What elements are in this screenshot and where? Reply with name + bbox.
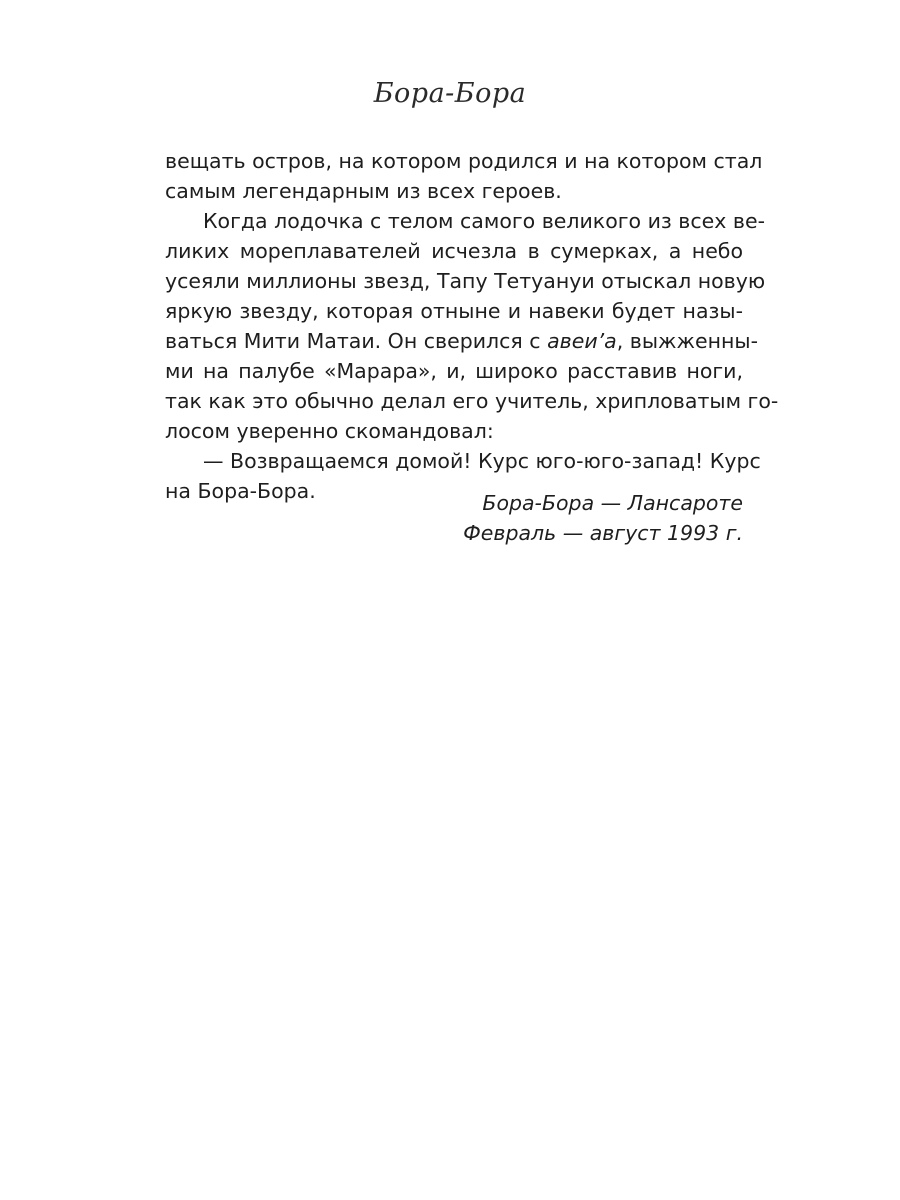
signature-places: Бора-Бора — Лансароте (482, 491, 743, 515)
signature-dates: Февраль — август 1993 г. (463, 521, 743, 545)
text-line-mixed (165, 326, 758, 356)
text-segment: , выжженны- (616, 329, 758, 353)
text-line: — Возвращаемся домой! Курс юго-юго-запад! Курс (203, 449, 761, 473)
running-head: Бора-Бора (373, 78, 527, 109)
text-line: ми на палубе «Марара», и, широко расставив ноги, (165, 359, 743, 383)
text-line: яркую звезду, которая отныне и навеки будет назы- (165, 299, 743, 323)
italic-term: авеи’а (547, 329, 617, 353)
text-line: ликих мореплавателей исчезла в сумерках, а небо (165, 239, 743, 263)
body-text (165, 146, 779, 506)
text-line: самым легендарным из всех героев. (165, 179, 562, 203)
text-line: так как это обычно делал его учитель, хрипловатым го- (165, 389, 779, 413)
text-line: лосом уверенно скомандовал: (165, 419, 494, 443)
text-line: вещать остров, на котором родился и на котором стал (165, 149, 763, 173)
text-line: на Бора-Бора. (165, 479, 316, 503)
text-segment: ваться Мити Матаи. Он сверился с (165, 329, 548, 353)
text-line: Когда лодочка с телом самого великого из всех ве- (203, 209, 766, 233)
signature (165, 488, 743, 548)
text-line: усеяли миллионы звезд, Тапу Тетуануи отыскал новую (165, 269, 766, 293)
